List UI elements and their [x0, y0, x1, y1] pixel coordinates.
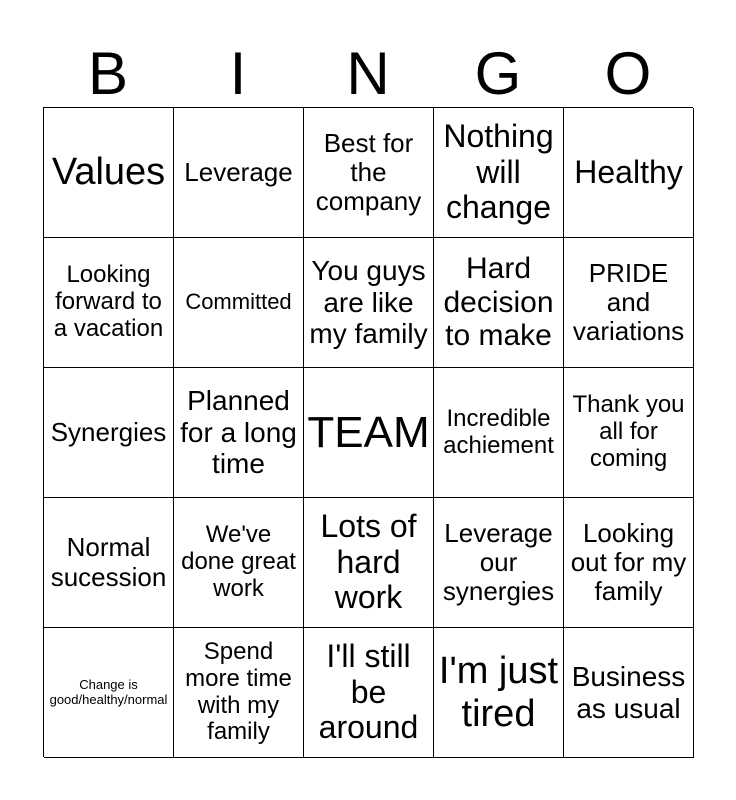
bingo-cell-r1c2[interactable]: Leverage	[174, 108, 304, 238]
bingo-cell-r4c2[interactable]: We've done great work	[174, 498, 304, 628]
bingo-cell-r2c3[interactable]: You guys are like my family	[304, 238, 434, 368]
bingo-header	[43, 40, 693, 108]
bingo-cell-r2c5[interactable]: PRIDE and variations	[564, 238, 694, 368]
bingo-cell-r2c1[interactable]: Looking forward to a vacation	[44, 238, 174, 368]
bingo-cell-r4c5[interactable]: Looking out for my family	[564, 498, 694, 628]
bingo-cell-r1c4[interactable]: Nothing will change	[434, 108, 564, 238]
bingo-cell-r5c2[interactable]: Spend more time with my family	[174, 628, 304, 758]
bingo-cell-r2c2[interactable]: Committed	[174, 238, 304, 368]
bingo-cell-r3c5[interactable]: Thank you all for coming	[564, 368, 694, 498]
bingo-cell-r1c3[interactable]: Best for the company	[304, 108, 434, 238]
bingo-cell-r3c4[interactable]: Incredible achiement	[434, 368, 564, 498]
bingo-cell-r5c1[interactable]: Change is good/healthy/normal	[44, 628, 174, 758]
bingo-cell-r3c2[interactable]: Planned for a long time	[174, 368, 304, 498]
header-letter-i: I	[229, 40, 247, 107]
header-letter-g: G	[474, 40, 522, 107]
bingo-cell-r1c1[interactable]: Values	[44, 108, 174, 238]
bingo-cell-r5c3[interactable]: I'll still be around	[304, 628, 434, 758]
bingo-cell-r3c3[interactable]: TEAM	[304, 368, 434, 498]
bingo-cell-r3c1[interactable]: Synergies	[44, 368, 174, 498]
bingo-board	[43, 107, 693, 757]
bingo-cell-r1c5[interactable]: Healthy	[564, 108, 694, 238]
bingo-cell-r4c1[interactable]: Normal sucession	[44, 498, 174, 628]
header-letter-o: O	[604, 40, 652, 107]
header-letter-b: B	[87, 40, 129, 107]
bingo-cell-r5c4[interactable]: I'm just tired	[434, 628, 564, 758]
bingo-cell-r5c5[interactable]: Business as usual	[564, 628, 694, 758]
bingo-cell-r4c3[interactable]: Lots of hard work	[304, 498, 434, 628]
bingo-cell-r2c4[interactable]: Hard decision to make	[434, 238, 564, 368]
header-letter-n: N	[346, 40, 390, 107]
bingo-cell-r4c4[interactable]: Leverage our synergies	[434, 498, 564, 628]
